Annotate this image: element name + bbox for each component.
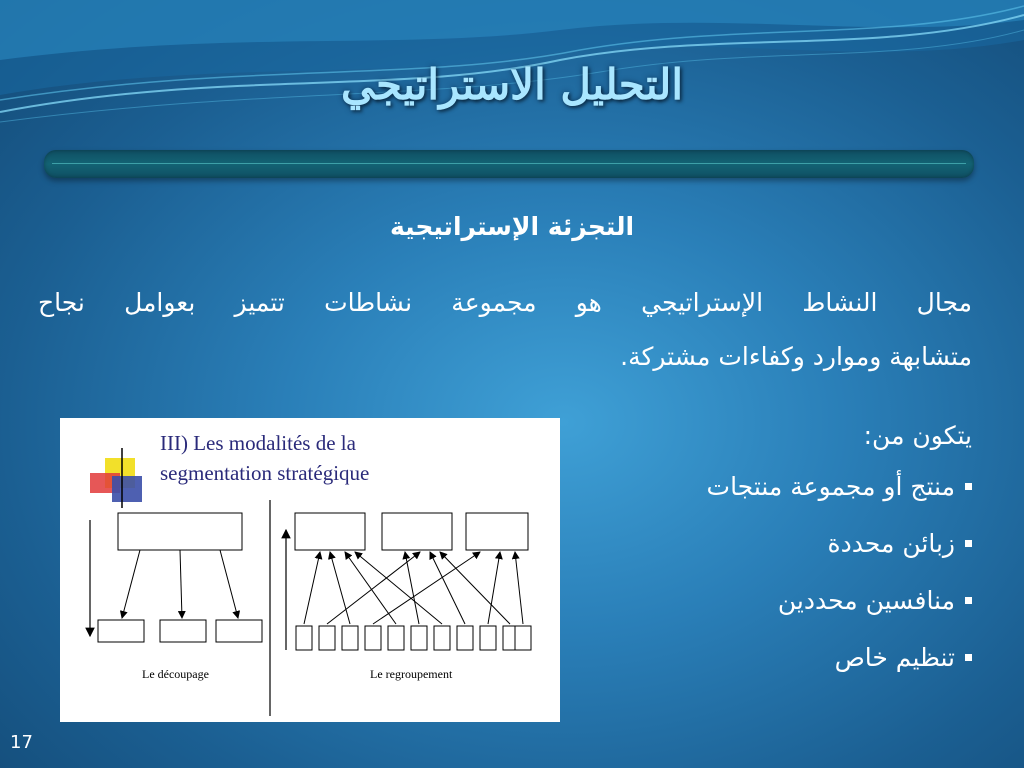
list-item (552, 515, 972, 572)
slide-title: التحليل الاستراتيجي (340, 60, 684, 109)
segmentation-diagram (60, 418, 560, 722)
figure-title-line-2: segmentation stratégique (160, 461, 370, 485)
bullet-icon (965, 597, 972, 604)
list-item-text: زبائن محددة (827, 529, 955, 558)
list-item-text: تنظيم خاص (834, 643, 955, 672)
regroupement-caption: Le regroupement (370, 667, 453, 681)
definition-line-1: مجال النشاط الإستراتيجي هو مجموعة نشاطات تتميز بعوامل نجاح (38, 288, 972, 317)
list-item (552, 572, 972, 629)
title-underline-bar (44, 150, 974, 178)
bullet-icon (965, 540, 972, 547)
list-item-text: منتج أو مجموعة منتجات (706, 472, 955, 501)
definition-line-2: متشابهة وموارد وكفاءات مشتركة. (620, 342, 972, 371)
list-intro: يتكون من: (863, 421, 972, 450)
decoupage-caption: Le découpage (142, 667, 209, 681)
list-item (552, 458, 972, 515)
diagram-canvas (60, 418, 560, 722)
decoupage-diagram (90, 513, 262, 642)
components-list (552, 418, 972, 686)
definition-paragraph (38, 276, 972, 384)
bullet-icon (965, 654, 972, 661)
figure-title-line-1: III) Les modalités de la (160, 431, 356, 455)
page-number: 17 (10, 732, 33, 753)
list-item-text: منافسين محددين (777, 586, 955, 615)
section-heading: التجزئة الإستراتيجية (389, 212, 635, 241)
regroupement-diagram (286, 513, 531, 650)
figure-logo (90, 448, 142, 508)
bullet-icon (965, 483, 972, 490)
list-item (552, 629, 972, 686)
